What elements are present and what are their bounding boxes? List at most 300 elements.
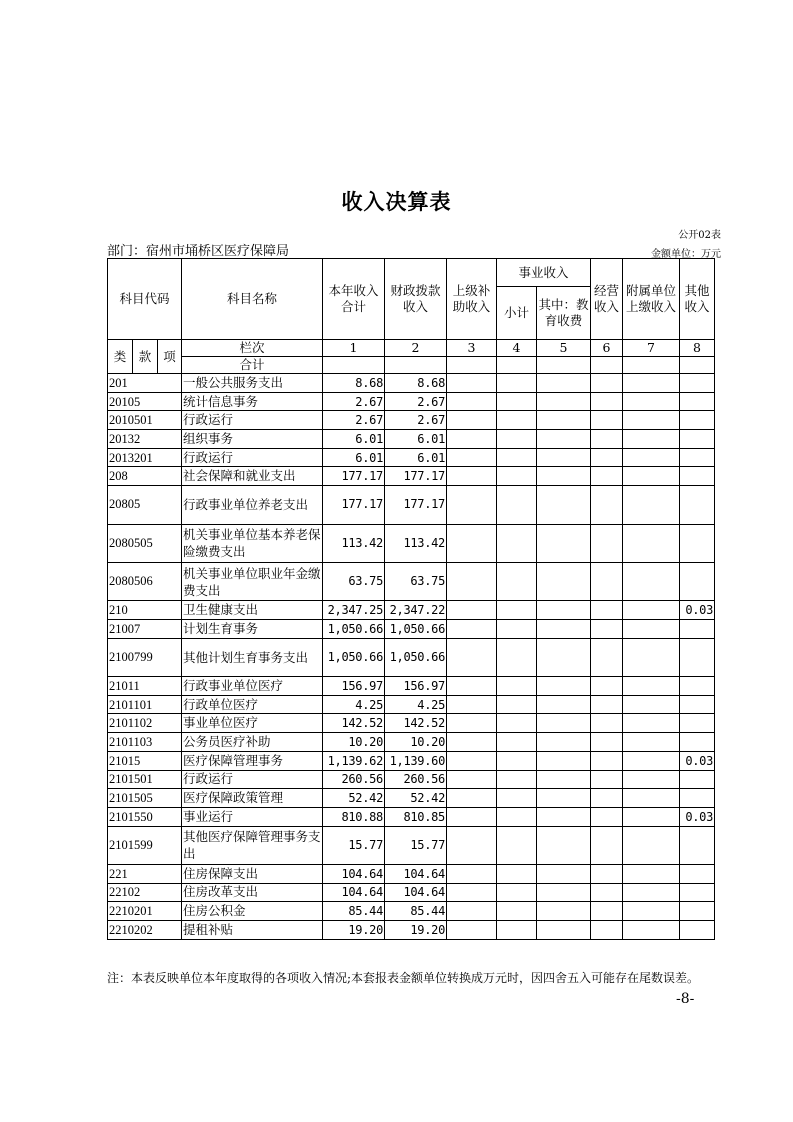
subject-code: 2080506: [108, 562, 182, 600]
empty-cell: [623, 430, 680, 449]
total-income: 156.97: [323, 677, 385, 696]
sum-row-label: 合计: [182, 357, 323, 374]
subject-code: 21015: [108, 751, 182, 770]
fiscal-income: 260.56: [385, 770, 447, 789]
other-income: [680, 864, 715, 883]
other-income: [680, 714, 715, 733]
sum-cell: [497, 357, 537, 374]
table-row: [108, 695, 715, 714]
subject-name: 提租补贴: [182, 921, 323, 940]
column-number: 5: [537, 340, 591, 357]
empty-cell: [591, 733, 623, 752]
fiscal-income: 104.64: [385, 883, 447, 902]
other-income: [680, 486, 715, 524]
department-label: 部门：宿州市埇桥区医疗保障局: [107, 244, 290, 259]
sum-cell: [447, 357, 497, 374]
empty-cell: [497, 638, 537, 676]
other-income: [680, 562, 715, 600]
subject-name: 行政运行: [182, 448, 323, 467]
table-row: [108, 751, 715, 770]
subject-name: 事业运行: [182, 807, 323, 826]
other-income: [680, 826, 715, 864]
subject-name: 行政事业单位养老支出: [182, 486, 323, 524]
subject-name: 住房公积金: [182, 902, 323, 921]
column-number: 8: [680, 340, 715, 357]
page-number: -8-: [676, 991, 695, 1007]
form-number: 公开02表: [678, 230, 721, 241]
header-superior: 上级补助收入: [447, 259, 497, 340]
empty-cell: [497, 789, 537, 808]
subject-code: 21007: [108, 619, 182, 638]
empty-cell: [497, 695, 537, 714]
empty-cell: [497, 733, 537, 752]
total-income: 2,347.25: [323, 601, 385, 620]
subject-code: 2210202: [108, 921, 182, 940]
other-income: [680, 467, 715, 486]
empty-cell: [623, 638, 680, 676]
subject-name: 其他计划生育事务支出: [182, 638, 323, 676]
table-row: [108, 448, 715, 467]
other-income: 0.03: [680, 751, 715, 770]
fiscal-income: 810.85: [385, 807, 447, 826]
empty-cell: [623, 902, 680, 921]
empty-cell: [497, 807, 537, 826]
empty-cell: [447, 601, 497, 620]
subject-code: 201: [108, 374, 182, 393]
subject-name: 行政运行: [182, 411, 323, 430]
empty-cell: [447, 921, 497, 940]
empty-cell: [447, 807, 497, 826]
table-row: [108, 714, 715, 733]
total-income: 8.68: [323, 374, 385, 393]
subject-code: 2100799: [108, 638, 182, 676]
fiscal-income: 15.77: [385, 826, 447, 864]
empty-cell: [497, 864, 537, 883]
empty-cell: [447, 467, 497, 486]
table-row: [108, 789, 715, 808]
total-income: 85.44: [323, 902, 385, 921]
empty-cell: [591, 883, 623, 902]
table-row: [108, 524, 715, 562]
empty-cell: [497, 619, 537, 638]
table-row: [108, 826, 715, 864]
empty-cell: [497, 902, 537, 921]
empty-cell: [447, 486, 497, 524]
table-row: [108, 430, 715, 449]
sum-cell: [680, 357, 715, 374]
header-fiscal: 财政拨款收入: [385, 259, 447, 340]
empty-cell: [591, 695, 623, 714]
sum-cell: [623, 357, 680, 374]
subject-name: 住房保障支出: [182, 864, 323, 883]
table-row: [108, 864, 715, 883]
empty-cell: [591, 392, 623, 411]
fiscal-income: 63.75: [385, 562, 447, 600]
total-income: 2.67: [323, 411, 385, 430]
header-code: 科目代码: [108, 259, 182, 340]
empty-cell: [537, 486, 591, 524]
empty-cell: [537, 864, 591, 883]
fiscal-income: 52.42: [385, 789, 447, 808]
empty-cell: [537, 619, 591, 638]
empty-cell: [497, 467, 537, 486]
subject-code: 21011: [108, 677, 182, 696]
empty-cell: [447, 562, 497, 600]
empty-cell: [537, 733, 591, 752]
empty-cell: [591, 714, 623, 733]
fiscal-income: 6.01: [385, 448, 447, 467]
header-business-subtotal: 小计: [497, 287, 537, 340]
empty-cell: [537, 751, 591, 770]
empty-cell: [497, 562, 537, 600]
fiscal-income: 8.68: [385, 374, 447, 393]
subject-name: 统计信息事务: [182, 392, 323, 411]
other-income: [680, 448, 715, 467]
empty-cell: [447, 392, 497, 411]
column-number: 2: [385, 340, 447, 357]
other-income: [680, 430, 715, 449]
empty-cell: [497, 524, 537, 562]
empty-cell: [591, 486, 623, 524]
sum-cell: [385, 357, 447, 374]
fiscal-income: 142.52: [385, 714, 447, 733]
total-income: 63.75: [323, 562, 385, 600]
empty-cell: [591, 751, 623, 770]
table-row: [108, 392, 715, 411]
fiscal-income: 4.25: [385, 695, 447, 714]
subject-name: 组织事务: [182, 430, 323, 449]
empty-cell: [537, 714, 591, 733]
fiscal-income: 19.20: [385, 921, 447, 940]
other-income: [680, 902, 715, 921]
column-number: 3: [447, 340, 497, 357]
subject-code: 22102: [108, 883, 182, 902]
other-income: [680, 921, 715, 940]
empty-cell: [591, 864, 623, 883]
total-income: 15.77: [323, 826, 385, 864]
subject-name: 住房改革支出: [182, 883, 323, 902]
fiscal-income: 177.17: [385, 467, 447, 486]
empty-cell: [537, 448, 591, 467]
empty-cell: [591, 789, 623, 808]
fiscal-income: 1,050.66: [385, 619, 447, 638]
total-income: 104.64: [323, 883, 385, 902]
empty-cell: [497, 448, 537, 467]
empty-cell: [591, 467, 623, 486]
empty-cell: [497, 714, 537, 733]
empty-cell: [447, 524, 497, 562]
empty-cell: [537, 770, 591, 789]
subject-code: 221: [108, 864, 182, 883]
other-income: [680, 524, 715, 562]
other-income: [680, 789, 715, 808]
empty-cell: [537, 601, 591, 620]
column-number: 7: [623, 340, 680, 357]
empty-cell: [537, 374, 591, 393]
empty-cell: [447, 619, 497, 638]
subject-code: 20132: [108, 430, 182, 449]
total-income: 6.01: [323, 430, 385, 449]
empty-cell: [537, 826, 591, 864]
subject-code: 2101103: [108, 733, 182, 752]
empty-cell: [623, 601, 680, 620]
empty-cell: [447, 430, 497, 449]
empty-cell: [447, 448, 497, 467]
empty-cell: [447, 902, 497, 921]
table-row: [108, 601, 715, 620]
empty-cell: [623, 770, 680, 789]
empty-cell: [447, 374, 497, 393]
header-lei: 类: [108, 340, 133, 374]
empty-cell: [591, 826, 623, 864]
empty-cell: [497, 751, 537, 770]
fiscal-income: 2,347.22: [385, 601, 447, 620]
empty-cell: [447, 789, 497, 808]
empty-cell: [497, 392, 537, 411]
empty-cell: [537, 392, 591, 411]
empty-cell: [497, 430, 537, 449]
fiscal-income: 6.01: [385, 430, 447, 449]
sum-cell: [591, 357, 623, 374]
empty-cell: [591, 677, 623, 696]
header-column-index: 栏次: [182, 340, 323, 357]
header-affiliated: 附属单位上缴收入: [623, 259, 680, 340]
empty-cell: [447, 677, 497, 696]
subject-code: 2101101: [108, 695, 182, 714]
subject-name: 机关事业单位基本养老保险缴费支出: [182, 524, 323, 562]
table-row: [108, 921, 715, 940]
table-row: [108, 902, 715, 921]
empty-cell: [623, 751, 680, 770]
subject-code: 20805: [108, 486, 182, 524]
sum-cell: [537, 357, 591, 374]
total-income: 52.42: [323, 789, 385, 808]
empty-cell: [447, 751, 497, 770]
subject-name: 医疗保障管理事务: [182, 751, 323, 770]
empty-cell: [537, 789, 591, 808]
other-income: [680, 619, 715, 638]
column-number: 1: [323, 340, 385, 357]
fiscal-income: 2.67: [385, 392, 447, 411]
empty-cell: [497, 883, 537, 902]
empty-cell: [537, 677, 591, 696]
header-business: 事业收入: [497, 259, 591, 287]
other-income: 0.03: [680, 601, 715, 620]
empty-cell: [537, 467, 591, 486]
subject-code: 2101102: [108, 714, 182, 733]
subject-code: 2101550: [108, 807, 182, 826]
empty-cell: [447, 826, 497, 864]
total-income: 19.20: [323, 921, 385, 940]
column-number: 6: [591, 340, 623, 357]
subject-name: 其他医疗保障管理事务支出: [182, 826, 323, 864]
header-other: 其他收入: [680, 259, 715, 340]
total-income: 177.17: [323, 467, 385, 486]
fiscal-income: 10.20: [385, 733, 447, 752]
empty-cell: [537, 883, 591, 902]
empty-cell: [447, 638, 497, 676]
subject-code: 210: [108, 601, 182, 620]
empty-cell: [591, 902, 623, 921]
sum-cell: [323, 357, 385, 374]
table-row: [108, 467, 715, 486]
empty-cell: [447, 864, 497, 883]
empty-cell: [623, 524, 680, 562]
empty-cell: [623, 807, 680, 826]
header-name: 科目名称: [182, 259, 323, 340]
total-income: 1,050.66: [323, 638, 385, 676]
empty-cell: [623, 619, 680, 638]
table-row: [108, 883, 715, 902]
other-income: [680, 677, 715, 696]
fiscal-income: 1,050.66: [385, 638, 447, 676]
subject-name: 公务员医疗补助: [182, 733, 323, 752]
other-income: [680, 411, 715, 430]
subject-name: 社会保障和就业支出: [182, 467, 323, 486]
empty-cell: [447, 695, 497, 714]
empty-cell: [623, 733, 680, 752]
fiscal-income: 156.97: [385, 677, 447, 696]
header-business-edu: 其中：教育收费: [537, 287, 591, 340]
empty-cell: [537, 921, 591, 940]
subject-code: 2010501: [108, 411, 182, 430]
table-row: [108, 733, 715, 752]
empty-cell: [447, 770, 497, 789]
subject-code: 2210201: [108, 902, 182, 921]
income-final-accounts-table: [107, 258, 715, 940]
empty-cell: [623, 392, 680, 411]
empty-cell: [623, 695, 680, 714]
empty-cell: [591, 430, 623, 449]
empty-cell: [591, 638, 623, 676]
empty-cell: [497, 601, 537, 620]
empty-cell: [623, 714, 680, 733]
empty-cell: [537, 411, 591, 430]
other-income: [680, 638, 715, 676]
subject-name: 卫生健康支出: [182, 601, 323, 620]
empty-cell: [623, 562, 680, 600]
empty-cell: [497, 921, 537, 940]
total-income: 1,139.62: [323, 751, 385, 770]
empty-cell: [623, 411, 680, 430]
amount-unit: 金额单位：万元: [651, 249, 721, 260]
total-income: 260.56: [323, 770, 385, 789]
empty-cell: [447, 883, 497, 902]
subject-name: 医疗保障政策管理: [182, 789, 323, 808]
footnote: 注：本表反映单位本年度取得的各项收入情况;本套报表金额单位转换成万元时，因四舍五入可能存在尾数误差。: [107, 971, 700, 985]
empty-cell: [591, 374, 623, 393]
table-row: [108, 807, 715, 826]
other-income: [680, 374, 715, 393]
subject-name: 行政事业单位医疗: [182, 677, 323, 696]
total-income: 810.88: [323, 807, 385, 826]
fiscal-income: 104.64: [385, 864, 447, 883]
subject-name: 计划生育事务: [182, 619, 323, 638]
empty-cell: [497, 826, 537, 864]
header-total: 本年收入合计: [323, 259, 385, 340]
header-xiang: 项: [158, 340, 182, 374]
empty-cell: [497, 374, 537, 393]
table-row: [108, 677, 715, 696]
total-income: 104.64: [323, 864, 385, 883]
empty-cell: [591, 619, 623, 638]
empty-cell: [497, 486, 537, 524]
subject-code: 2013201: [108, 448, 182, 467]
table-row: [108, 770, 715, 789]
empty-cell: [623, 677, 680, 696]
empty-cell: [591, 921, 623, 940]
subject-code: 208: [108, 467, 182, 486]
subject-name: 事业单位医疗: [182, 714, 323, 733]
subject-name: 行政单位医疗: [182, 695, 323, 714]
empty-cell: [537, 562, 591, 600]
total-income: 177.17: [323, 486, 385, 524]
total-income: 1,050.66: [323, 619, 385, 638]
other-income: [680, 695, 715, 714]
empty-cell: [537, 902, 591, 921]
subject-code: 2080505: [108, 524, 182, 562]
total-income: 2.67: [323, 392, 385, 411]
empty-cell: [623, 883, 680, 902]
subject-code: 2101501: [108, 770, 182, 789]
empty-cell: [591, 448, 623, 467]
empty-cell: [537, 524, 591, 562]
empty-cell: [623, 448, 680, 467]
empty-cell: [623, 467, 680, 486]
empty-cell: [591, 411, 623, 430]
subject-name: 行政运行: [182, 770, 323, 789]
empty-cell: [497, 770, 537, 789]
empty-cell: [591, 807, 623, 826]
table-row: [108, 562, 715, 600]
subject-code: 20105: [108, 392, 182, 411]
empty-cell: [623, 864, 680, 883]
header-operating: 经营收入: [591, 259, 623, 340]
empty-cell: [623, 789, 680, 808]
empty-cell: [537, 807, 591, 826]
subject-name: 一般公共服务支出: [182, 374, 323, 393]
subject-name: 机关事业单位职业年金缴费支出: [182, 562, 323, 600]
total-income: 113.42: [323, 524, 385, 562]
empty-cell: [537, 430, 591, 449]
table-row: [108, 619, 715, 638]
other-income: 0.03: [680, 807, 715, 826]
other-income: [680, 392, 715, 411]
table-row: [108, 411, 715, 430]
empty-cell: [447, 714, 497, 733]
fiscal-income: 1,139.60: [385, 751, 447, 770]
header-kuan: 款: [133, 340, 158, 374]
total-income: 6.01: [323, 448, 385, 467]
table-row: [108, 374, 715, 393]
empty-cell: [591, 601, 623, 620]
other-income: [680, 733, 715, 752]
empty-cell: [623, 374, 680, 393]
total-income: 142.52: [323, 714, 385, 733]
subject-code: 2101599: [108, 826, 182, 864]
empty-cell: [591, 770, 623, 789]
total-income: 10.20: [323, 733, 385, 752]
other-income: [680, 770, 715, 789]
table-row: [108, 638, 715, 676]
page-title: 收入决算表: [341, 189, 452, 214]
empty-cell: [497, 411, 537, 430]
fiscal-income: 2.67: [385, 411, 447, 430]
table-row: [108, 486, 715, 524]
empty-cell: [447, 733, 497, 752]
fiscal-income: 113.42: [385, 524, 447, 562]
empty-cell: [537, 695, 591, 714]
